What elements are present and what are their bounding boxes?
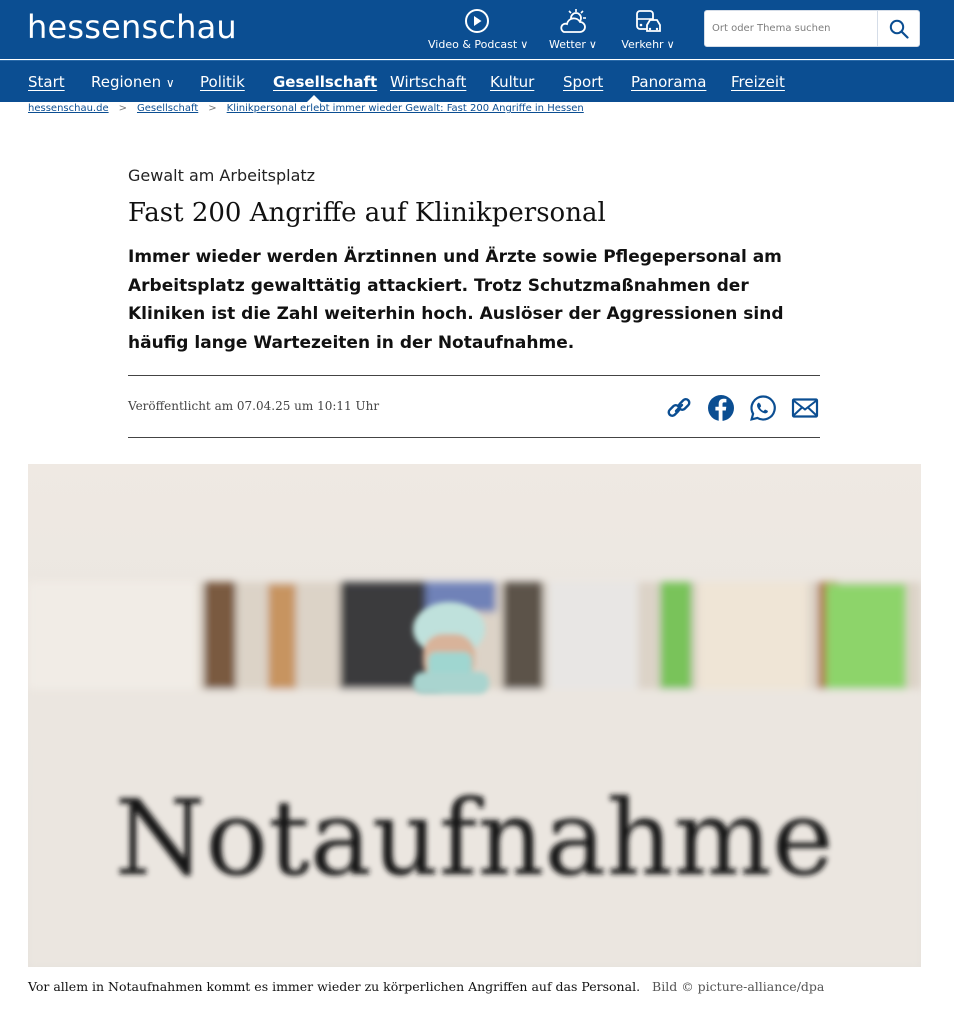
nav-item-regionen[interactable] <box>91 73 175 91</box>
article-kicker: Gewalt am Arbeitsplatz <box>128 166 316 185</box>
traffic-label: Verkehr <box>621 38 664 51</box>
chevron-down-icon: ∨ <box>165 76 175 90</box>
nav-item-regionen-label: Regionen <box>91 73 162 91</box>
nav-item-panorama[interactable]: Panorama <box>631 73 707 91</box>
play-icon <box>462 8 492 36</box>
breadcrumb-home[interactable]: hessenschau.de <box>28 103 109 114</box>
nav-item-kultur[interactable]: Kultur <box>490 73 535 91</box>
emergency-room-photo <box>28 464 921 967</box>
weather-menu[interactable] <box>548 8 598 54</box>
nav-item-sport[interactable]: Sport <box>563 73 604 91</box>
header-bar <box>0 0 954 59</box>
facebook-icon[interactable] <box>707 394 735 422</box>
article-image <box>28 464 921 967</box>
notaufnahme-sign: Notaufnahme <box>114 777 834 899</box>
search-icon <box>889 19 909 39</box>
weather-label: Wetter <box>549 38 586 51</box>
breadcrumb-gesellschaft[interactable]: Gesellschaft <box>136 103 199 114</box>
weather-icon <box>558 8 588 36</box>
article-meta <box>128 375 820 438</box>
video-podcast-label: Video & Podcast <box>428 38 518 51</box>
breadcrumb-separator: > <box>118 103 127 114</box>
main-nav <box>0 60 954 102</box>
caption-text: Vor allem in Notaufnahmen kommt es immer wieder zu körperlichen Angriffen auf das Personal. <box>28 979 641 994</box>
article-teaser: Immer wieder werden Ärztinnen und Ärzte sowie Pflegepersonal am Arbeitsplatz gewalttätig attackiert. Trotz Schutzmaßnahmen der Kliniken ist die Zahl weiterhin hoch. Auslöser der Aggressionen sind häufig lange Wartezeiten in der Notaufnahme. <box>128 247 784 353</box>
search-input[interactable] <box>705 11 879 46</box>
traffic-icon <box>633 8 663 36</box>
traffic-menu[interactable] <box>620 8 676 54</box>
video-podcast-menu[interactable] <box>428 8 529 54</box>
chevron-down-icon: ∨ <box>666 38 675 51</box>
search-button[interactable] <box>877 11 919 46</box>
search-box <box>704 10 920 47</box>
nav-item-start[interactable]: Start <box>28 73 65 91</box>
publish-date: Veröffentlicht am 07.04.25 um 10:11 Uhr <box>128 399 380 413</box>
site-logo[interactable]: hessenschau <box>27 8 237 46</box>
breadcrumb-current[interactable]: Klinikpersonal erlebt immer wieder Gewalt: Fast 200 Angriffe in Hessen <box>226 103 584 114</box>
link-icon[interactable] <box>665 394 693 422</box>
active-nav-indicator <box>307 95 321 102</box>
image-caption <box>28 979 824 994</box>
nav-item-freizeit[interactable]: Freizeit <box>731 73 785 91</box>
image-credit: Bild © picture-alliance/dpa <box>652 979 825 994</box>
breadcrumb <box>28 103 584 114</box>
mail-icon[interactable] <box>791 394 819 422</box>
nav-item-wirtschaft[interactable]: Wirtschaft <box>390 73 467 91</box>
whatsapp-icon[interactable] <box>749 394 777 422</box>
nav-item-gesellschaft[interactable]: Gesellschaft <box>273 73 378 91</box>
chevron-down-icon: ∨ <box>520 38 529 51</box>
article-headline: Fast 200 Angriffe auf Klinikpersonal <box>128 198 606 228</box>
nav-item-politik[interactable]: Politik <box>200 73 245 91</box>
breadcrumb-separator: > <box>208 103 217 114</box>
chevron-down-icon: ∨ <box>588 38 597 51</box>
